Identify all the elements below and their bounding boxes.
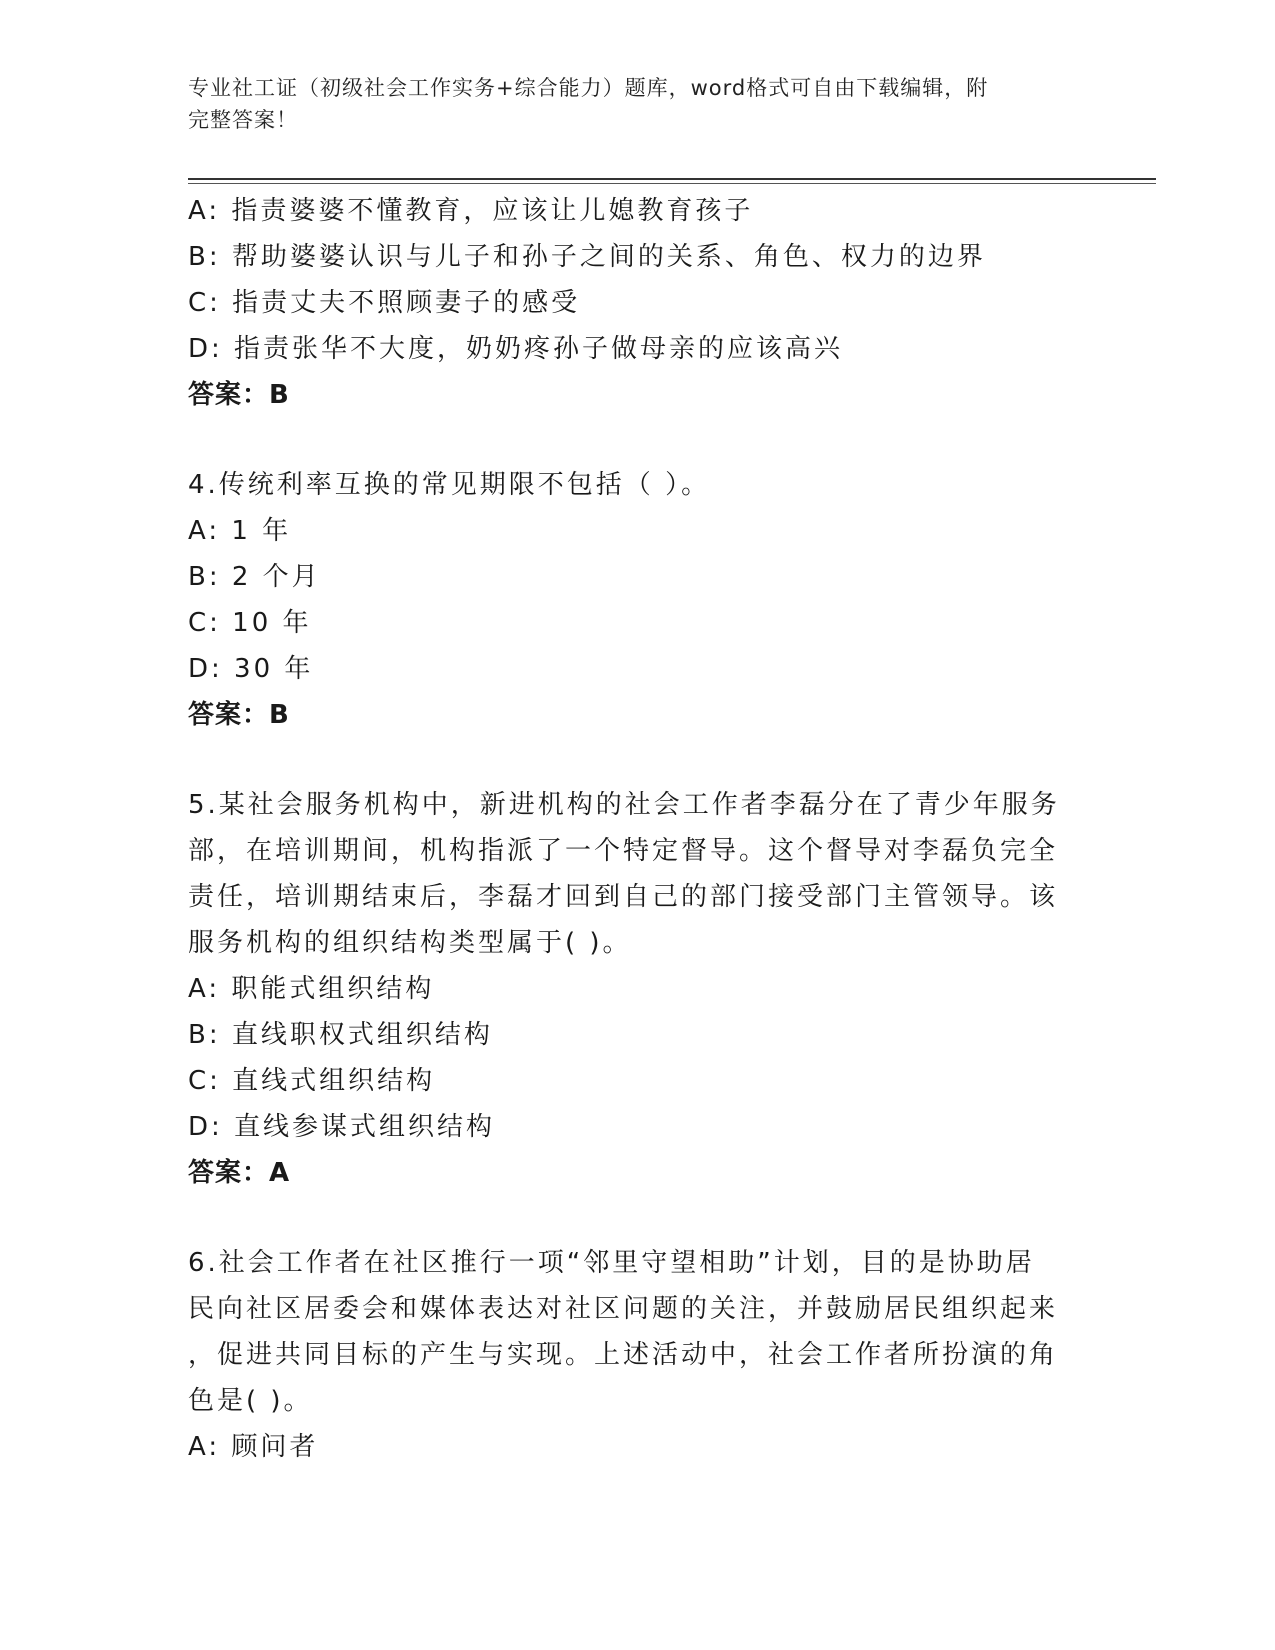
q5-answer: 答案：A (188, 1158, 291, 1188)
q5-option-d: D: 直线参谋式组织结构 (188, 1112, 496, 1142)
q4-option-b: B: 2 个月 (188, 562, 321, 592)
header-divider-thin (188, 183, 1156, 184)
q4-option-c: C: 10 年 (188, 608, 312, 638)
spacer (188, 738, 1088, 782)
q6-stem-line-4: 色是( )。 (188, 1386, 313, 1416)
q4-stem: 4.传统利率互换的常见期限不包括（ ）。 (188, 470, 711, 500)
q4-answer: 答案：B (188, 700, 290, 730)
q5-stem-line-2: 部，在培训期间，机构指派了一个特定督导。这个督导对李磊负完全 (188, 836, 1059, 866)
q5-option-c: C: 直线式组织结构 (188, 1066, 436, 1096)
header-line-1: 专业社工证（初级社会工作实务+综合能力）题库，word格式可自由下载编辑，附 (188, 76, 989, 100)
q4-option-d: D: 30 年 (188, 654, 314, 684)
q3-option-c: C: 指责丈夫不照顾妻子的感受 (188, 288, 581, 318)
q5-stem-line-3: 责任，培训期结束后，李磊才回到自己的部门接受部门主管领导。该 (188, 882, 1059, 912)
spacer (188, 418, 1088, 462)
spacer (188, 1196, 1088, 1240)
q4-option-a: A: 1 年 (188, 516, 292, 546)
q6-stem-line-3: ，促进共同目标的产生与实现。上述活动中，社会工作者所扮演的角 (188, 1340, 1059, 1370)
q6-stem-line-2: 民向社区居委会和媒体表达对社区问题的关注，并鼓励居民组织起来 (188, 1294, 1059, 1324)
q3-option-a: A: 指责婆婆不懂教育，应该让儿媳教育孩子 (188, 196, 754, 226)
q6-stem-line-1: 6.社会工作者在社区推行一项“邻里守望相助”计划，目的是协助居 (188, 1248, 1035, 1278)
q5-stem-line-4: 服务机构的组织结构类型属于( )。 (188, 928, 632, 958)
q5-stem-line-1: 5.某社会服务机构中，新进机构的社会工作者李磊分在了青少年服务 (188, 790, 1060, 820)
question-list (188, 188, 1088, 1470)
q5-option-b: B: 直线职权式组织结构 (188, 1020, 493, 1050)
q6-option-a: A: 顾问者 (188, 1432, 319, 1462)
q3-answer: 答案：B (188, 380, 290, 410)
header-line-2: 完整答案！ (188, 108, 298, 132)
q3-option-d: D: 指责张华不大度，奶奶疼孙子做母亲的应该高兴 (188, 334, 844, 364)
question-3 (188, 188, 1088, 418)
question-5 (188, 782, 1088, 1196)
header-divider-thick (188, 178, 1156, 180)
document-header (188, 72, 1088, 136)
q3-option-b: B: 帮助婆婆认识与儿子和孙子之间的关系、角色、权力的边界 (188, 242, 986, 272)
question-4 (188, 462, 1088, 738)
question-6 (188, 1240, 1088, 1470)
q5-option-a: A: 职能式组织结构 (188, 974, 435, 1004)
